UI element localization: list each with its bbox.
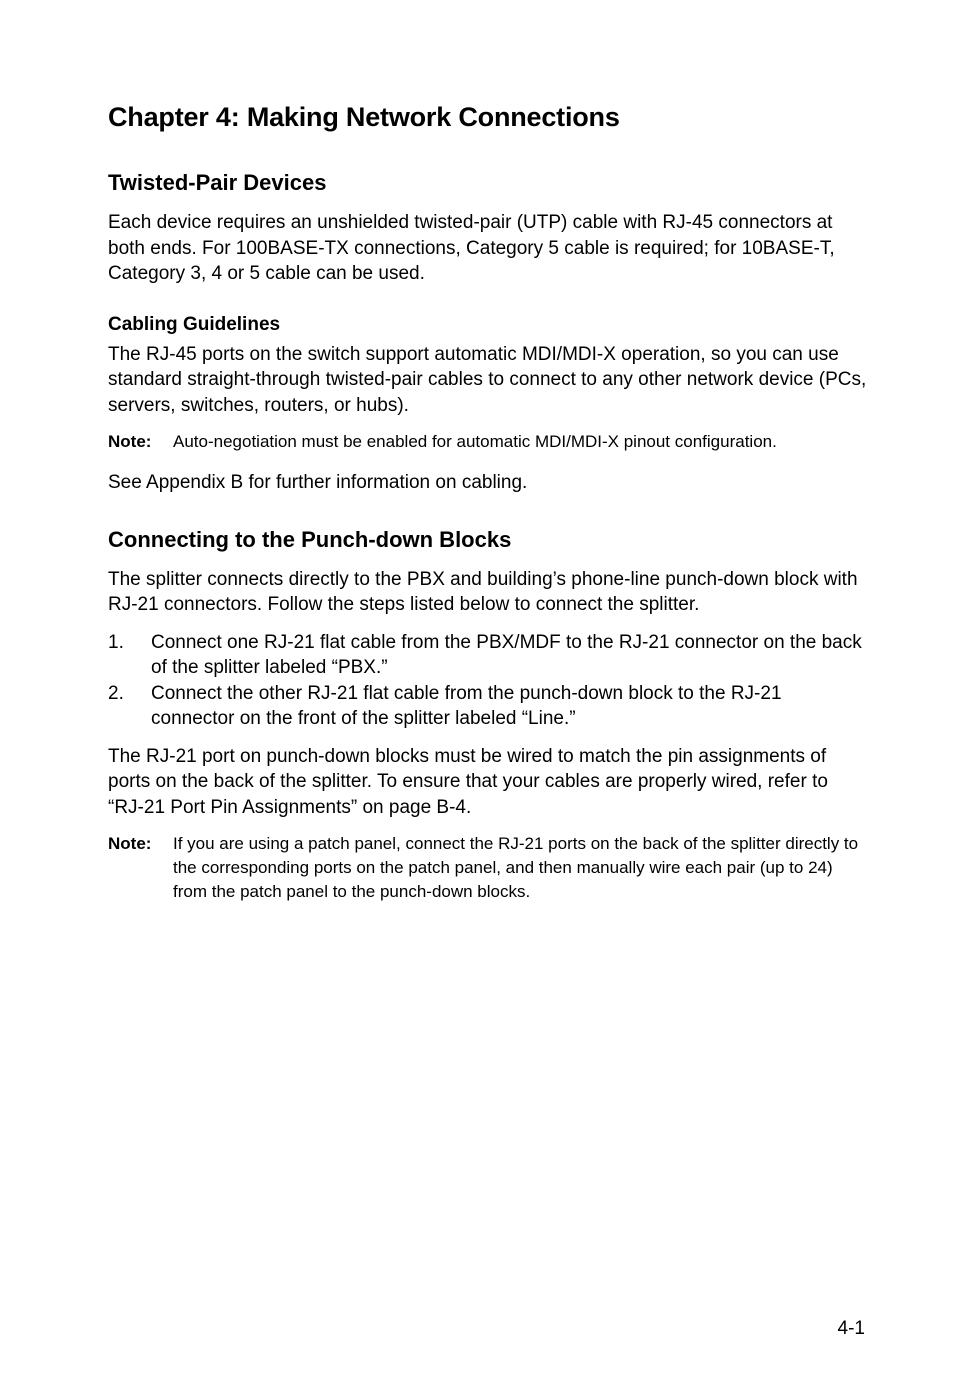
section-punch-down [108,525,868,905]
pin-assignment-paragraph: The RJ-21 port on punch-down blocks must be wired to match the pin assignments of ports on the back of the splitter. To ensure that your cables are properly wired, refer to “RJ-21 Port Pin Assignments” on page B-4. [108,745,828,818]
chapter-title: Chapter 4: Making Network Connections [108,102,620,132]
patch-panel-note [108,832,868,904]
cabling-note [108,430,868,454]
note-text: Auto-negotiation must be enabled for automatic MDI/MDI-X pinout configuration. [173,432,777,451]
list-item [108,630,868,681]
step-number: 1. [108,631,124,653]
see-appendix-paragraph: See Appendix B for further information on cabling. [108,472,528,493]
section-heading-punch-down: Connecting to the Punch-down Blocks [108,526,512,552]
step-text: Connect the other RJ-21 flat cable from the punch-down block to the RJ-21 connector on the front of the splitter labeled “Line.” [151,682,782,729]
section-cabling-guidelines [108,312,868,496]
punch-down-intro-paragraph: The splitter connects directly to the PBX and building’s phone-line punch-down block with RJ-21 connectors. Follow the steps listed below to connect the splitter. [108,568,858,615]
twisted-pair-paragraph: Each device requires an unshielded twisted-pair (UTP) cable with RJ-45 connectors at both ends. For 100BASE-TX connections, Category 5 cable is required; for 10BASE-T, Category 3, 4 or 5 cable can be used. [108,212,835,284]
step-text: Connect one RJ-21 flat cable from the PBX/MDF to the RJ-21 connector on the back of the splitter labeled “PBX.” [151,631,862,678]
section-heading-twisted-pair: Twisted-Pair Devices [108,170,327,195]
note-label: Note: [108,432,152,451]
note-label: Note: [108,834,152,853]
subsection-heading-cabling: Cabling Guidelines [108,313,281,335]
steps-list [108,630,868,732]
section-twisted-pair [108,168,868,287]
document-page [108,98,868,920]
list-item [108,681,868,732]
step-number: 2. [108,682,124,704]
cabling-paragraph: The RJ-45 ports on the switch support automatic MDI/MDI-X operation, so you can use standard straight-through twisted-pair cables to connect to any other network device (PCs, servers, switches, routers, or hubs). [108,343,867,416]
note-text: If you are using a patch panel, connect the RJ-21 ports on the back of the splitter directly to the corresponding ports on the patch panel, and then manually wire each pair (up to 24) from the patch panel to the punch-down blocks. [173,834,859,901]
page-number: 4-1 [837,1318,865,1339]
